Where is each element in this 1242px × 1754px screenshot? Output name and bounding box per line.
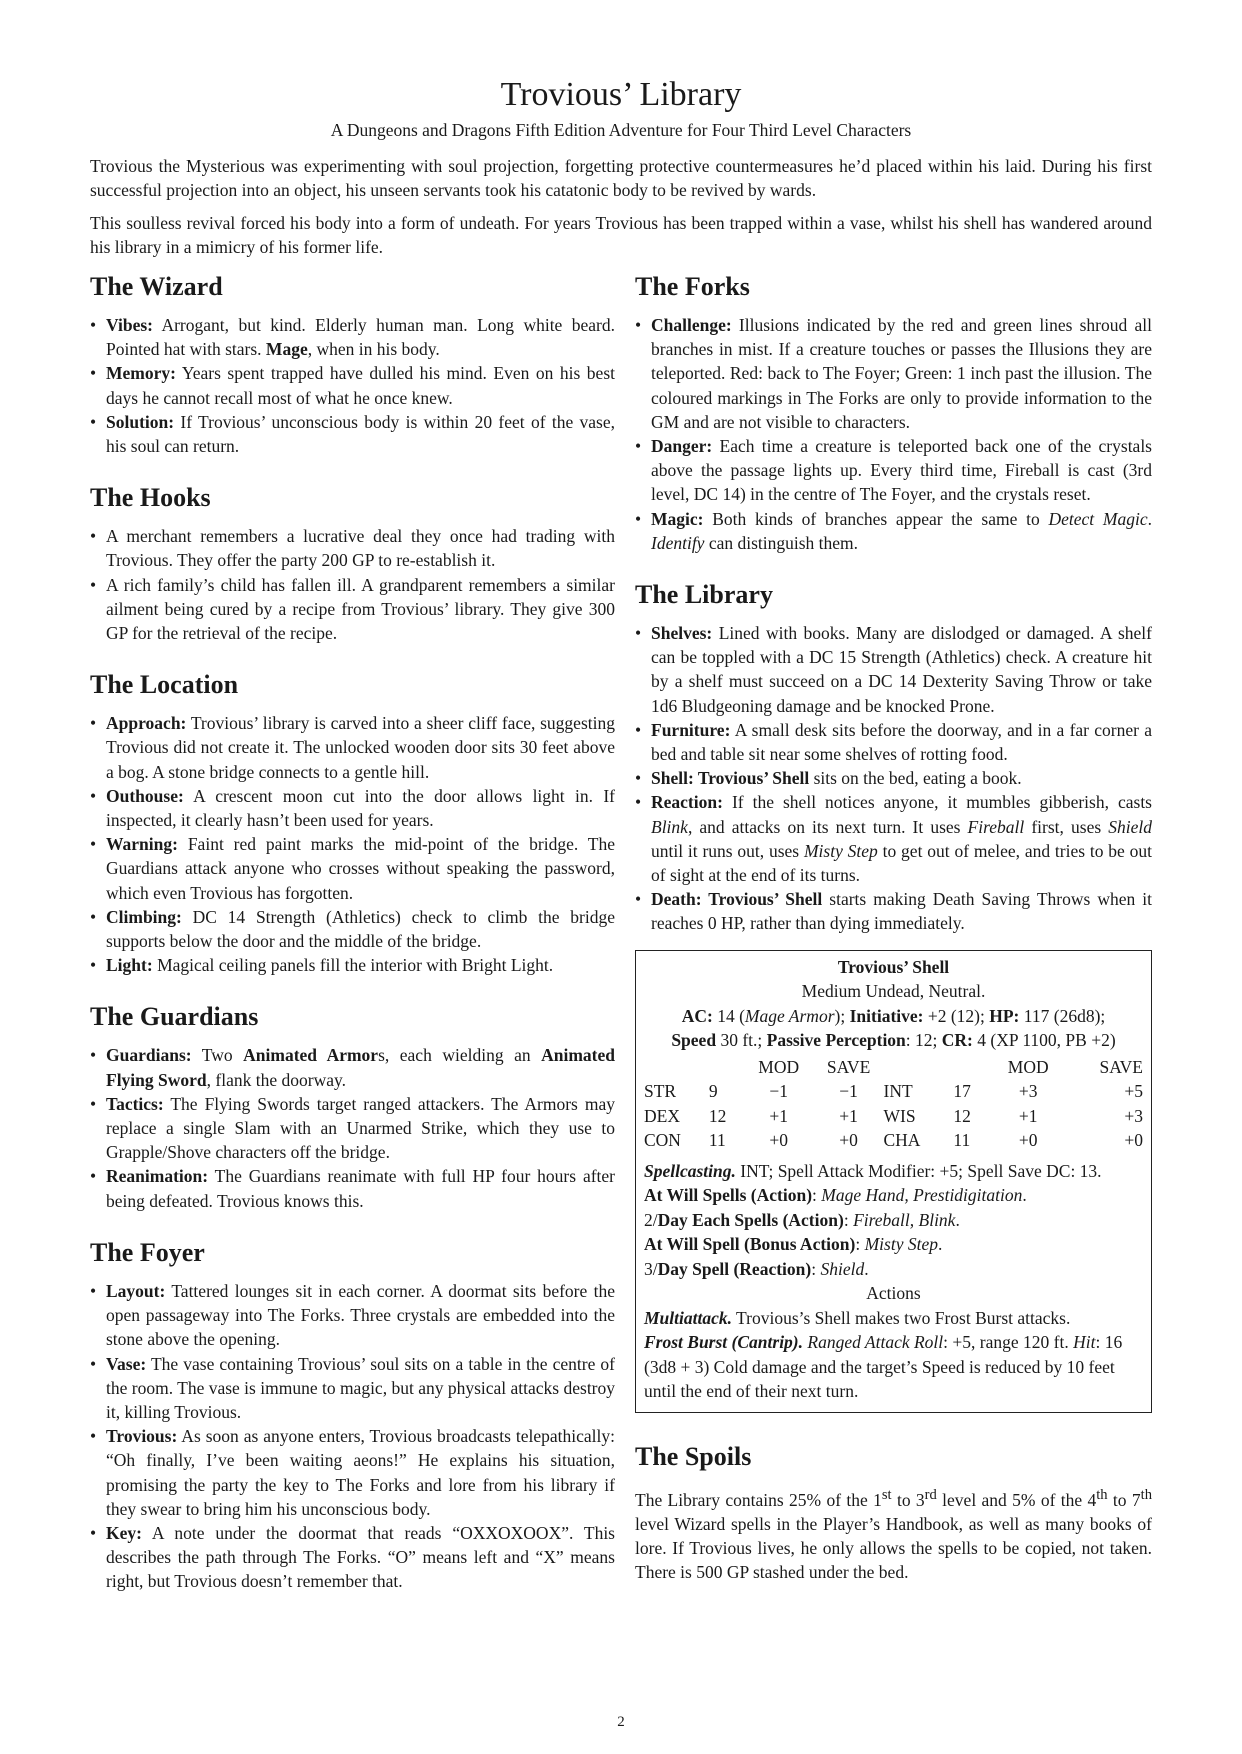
list-item: • Danger: Each time a creature is teleported back one of the crystals above the passage lights up. Every third time, Fireball is cast (3rd level, DC 14) in the centre of The Foyer, and the crystals reset. <box>635 434 1152 507</box>
section-location <box>90 669 615 977</box>
section-wizard <box>90 271 615 458</box>
list-item: • A merchant remembers a lucrative deal they once had trading with Trovious. They offer the party 200 GP to re-establish it. <box>90 524 615 572</box>
bullet-list <box>90 313 615 458</box>
spell-line: 2/Day Each Spells (Action): Fireball, Blink. <box>644 1209 960 1230</box>
stat-block-speed: Speed 30 ft.; Passive Perception: 12; CR: 4 (XP 1100, PB +2) <box>671 1030 1116 1051</box>
stat-block-name: Trovious’ Shell <box>837 956 950 977</box>
table-row: STR 9 −1 −1 INT 17 +3 +5 <box>644 1081 1143 1102</box>
action-multiattack: Multiattack. Trovious’s Shell makes two Frost Burst attacks. <box>644 1307 1071 1328</box>
bullet-list <box>635 313 1152 555</box>
list-item: • A rich family’s child has fallen ill. A grandparent remembers a similar ailment being cured by a recipe from Trovious’ library. They give 300 GP for the retrieval of the recipe. <box>90 573 615 646</box>
list-item: • Trovious: As soon as anyone enters, Trovious broadcasts telepathically: “Oh finally, I’ve been waiting aeons!” He explains his situation, promising the party the key to The Forks and lore from his library if they swear to bring him his unconscious body. <box>90 1424 615 1521</box>
list-item: • Death: Trovious’ Shell starts making Death Saving Throws when it reaches 0 HP, rather than dying immediately. <box>635 887 1152 935</box>
page-subtitle: A Dungeons and Dragons Fifth Edition Adventure for Four Third Level Characters <box>330 120 912 140</box>
spellcasting-line: Spellcasting. INT; Spell Attack Modifier: +5; Spell Save DC: 13. <box>644 1160 1102 1181</box>
section-library <box>635 579 1152 936</box>
stat-block-type: Medium Undead, Neutral. <box>801 981 986 1002</box>
bullet-list <box>90 1279 615 1594</box>
section-heading: The Location <box>90 670 239 700</box>
list-item: • Shelves: Lined with books. Many are dislodged or damaged. A shelf can be toppled with a DC 15 Strength (Athletics) check. A creature hit by a shelf must succeed on a DC 14 Dexterity Saving Throw or take 1d6 Bludgeoning damage and be knocked Prone. <box>635 621 1152 718</box>
list-item: • Light: Magical ceiling panels fill the interior with Bright Light. <box>90 953 615 977</box>
page-number: 2 <box>617 1714 625 1730</box>
list-item: • Warning: Faint red paint marks the mid-point of the bridge. The Guardians attack anyone who crosses without speaking the password, which even Trovious has forgotten. <box>90 832 615 905</box>
action-frost-burst: Frost Burst (Cantrip). Ranged Attack Roll: +5, range 120 ft. Hit: 16 (3d8 + 3) Cold damage and the target’s Speed is reduced by 10 feet until the end of their next turn. <box>644 1332 1123 1402</box>
stat-block-defenses: AC: 14 (Mage Armor); Initiative: +2 (12); HP: 117 (26d8); <box>681 1005 1106 1026</box>
section-heading: The Library <box>635 580 773 610</box>
section-heading: The Forks <box>635 272 750 301</box>
spoils-paragraph: The Library contains 25% of the 1st to 3rd level and 5% of the 4th to 7th level Wizard spells in the Player’s Handbook, as well as many books of lore. If Trovious lives, he only allows the spells to be copied, not taken. There is 500 GP stashed under the bed. <box>635 1486 1152 1583</box>
table-row: DEX 12 +1 +1 WIS 12 +1 +3 <box>644 1105 1143 1126</box>
bullet-list <box>90 524 615 645</box>
list-item: • Memory: Years spent trapped have dulled his mind. Even on his best days he cannot recall most of what he once knew. <box>90 361 615 409</box>
section-foyer <box>90 1237 615 1594</box>
list-item: • Vibes: Arrogant, but kind. Elderly human man. Long white beard. Pointed hat with stars. Mage, when in his body. <box>90 313 615 361</box>
list-item: • Key: A note under the doormat that reads “OXXOXOOX”. This describes the path through The Forks. “O” means left and “X” means right, but Trovious doesn’t remember that. <box>90 1521 615 1594</box>
list-item: • Outhouse: A crescent moon cut into the door allows light in. If inspected, it clearly hasn’t been used for years. <box>90 784 615 832</box>
spell-line: 3/Day Spell (Reaction): Shield. <box>644 1258 869 1279</box>
list-item: • Furniture: A small desk sits before the doorway, and in a far corner a bed and table sit near some shelves of rotting food. <box>635 718 1152 766</box>
bullet-list <box>90 711 615 977</box>
section-heading: The Foyer <box>90 1237 205 1267</box>
list-item: • Tactics: The Flying Swords target ranged attackers. The Armors may replace a single Slam with an Unarmed Strike, which they use to Grapple/Shove characters off the bridge. <box>90 1092 615 1165</box>
section-forks <box>635 271 1152 555</box>
stat-block <box>635 950 1152 1413</box>
intro-paragraph: Trovious the Mysterious was experimenting with soul projection, forgetting protective countermeasures he’d placed within his laid. During his first successful projection into an object, his unseen servants took his catatonic body to be revived by wards. <box>90 156 1152 200</box>
intro-paragraph: This soulless revival forced his body into a form of undeath. For years Trovious has been trapped within a vase, whilst his shell has wandered around his library in a mimicry of his former life. <box>90 213 1152 257</box>
bullet-list <box>90 1043 615 1212</box>
table-header-row: MOD SAVE MOD SAVE <box>758 1056 1143 1077</box>
section-heading: The Wizard <box>90 272 223 301</box>
table-row: CON 11 +0 +0 CHA 11 +0 +0 <box>644 1130 1143 1151</box>
list-item: • Approach: Trovious’ library is carved into a sheer cliff face, suggesting Trovious did not create it. The unlocked wooden door sits 30 feet above a bog. A stone bridge connects to a gentle hill. <box>90 711 615 784</box>
list-item: • Layout: Tattered lounges sit in each corner. A doormat sits before the open passageway into The Forks. Three crystals are embedded into the stone above the opening. <box>90 1279 615 1352</box>
ability-score-table <box>644 1055 1143 1153</box>
list-item: • Reanimation: The Guardians reanimate with full HP four hours after being defeated. Trovious knows this. <box>90 1164 615 1212</box>
section-heading: The Spoils <box>635 1441 752 1471</box>
list-item: • Solution: If Trovious’ unconscious body is within 20 feet of the vase, his soul can return. <box>90 410 615 458</box>
section-heading: The Guardians <box>90 1002 259 1032</box>
list-item: • Climbing: DC 14 Strength (Athletics) check to climb the bridge supports below the door and the middle of the bridge. <box>90 905 615 953</box>
section-hooks <box>90 482 615 645</box>
page <box>90 74 1153 1592</box>
list-item: • Magic: Both kinds of branches appear the same to Detect Magic. Identify can distinguish them. <box>635 507 1152 555</box>
spell-line: At Will Spells (Action): Mage Hand, Prestidigitation. <box>644 1185 1027 1206</box>
actions-heading: Actions <box>866 1283 921 1304</box>
bullet-list <box>635 621 1152 936</box>
section-heading: The Hooks <box>90 483 211 513</box>
section-spoils <box>635 1441 1152 1585</box>
section-guardians <box>90 1001 615 1212</box>
list-item: • Shell: Trovious’ Shell sits on the bed, eating a book. <box>635 766 1152 790</box>
list-item: • Guardians: Two Animated Armors, each wielding an Animated Flying Sword, flank the doorway. <box>90 1043 615 1091</box>
intro <box>90 154 1152 259</box>
list-item: • Reaction: If the shell notices anyone, it mumbles gibberish, casts Blink, and attacks on its next turn. It uses Fireball first, uses Shield until it runs out, uses Misty Step to get out of melee, and tries to be out of sight at the end of its turns. <box>635 790 1152 887</box>
left-column <box>90 271 615 1618</box>
page-title: Trovious’ Library <box>500 76 742 113</box>
list-item: • Vase: The vase containing Trovious’ soul sits on a table in the centre of the room. The vase is immune to magic, but any physical attacks destroy it, killing Trovious. <box>90 1352 615 1425</box>
spell-line: At Will Spell (Bonus Action): Misty Step. <box>644 1234 943 1255</box>
list-item: • Challenge: Illusions indicated by the red and green lines shroud all branches in mist. If a creature touches or passes the Illusions they are teleported. Red: back to The Foyer; Green: 1 inch past the illusion. The coloured markings in The Forks are only to provide information to the GM and are not visible to characters. <box>635 313 1152 434</box>
right-column <box>635 271 1152 1584</box>
